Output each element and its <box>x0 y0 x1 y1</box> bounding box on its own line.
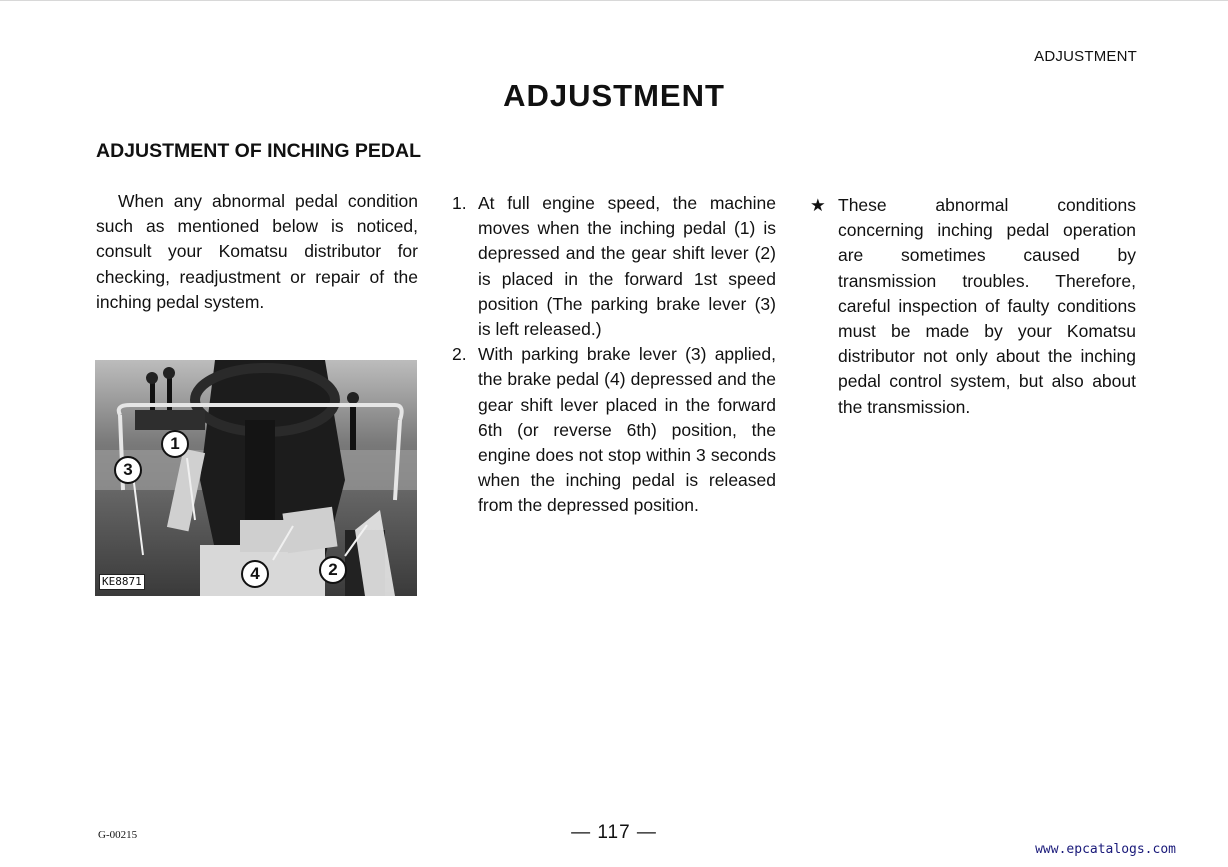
figure-photo <box>95 360 417 596</box>
steps-column <box>452 191 776 519</box>
step-item <box>452 342 776 518</box>
callout-2: 2 <box>319 556 347 584</box>
step-number: 1. <box>452 193 467 213</box>
step-number: 2. <box>452 344 467 365</box>
step-text: With parking brake lever (3) applied, the brake pedal (4) depressed and the gear shift lever placed in the forward 6th (or reverse 6th) position, the engine does not stop within 3 seconds when the inching pedal is released from the depressed position. <box>478 344 776 516</box>
section-heading: ADJUSTMENT OF INCHING PEDAL <box>96 140 422 162</box>
callout-3: 3 <box>114 456 142 484</box>
top-rule <box>0 0 1228 1</box>
page-number: — 117 — <box>571 822 657 843</box>
step-text: At full engine speed, the machine moves when the inching pedal (1) is depressed and the gear shift lever (2) is placed in the forward 1st speed position (The parking brake lever (3) is left released.) <box>478 193 776 340</box>
left-column <box>96 189 418 315</box>
note-text: These abnormal conditions concerning inching pedal operation are sometimes caused by transmission troubles. Therefore, careful inspection of faulty conditions must be made by your Komatsu distributor not only about the inching pedal control system, but also about the transmission. <box>838 195 1136 417</box>
intro-paragraph: When any abnormal pedal condition such as mentioned below is noticed, consult your Komatsu distributor for checking, readjustment or repair of the inching pedal system. <box>96 191 418 312</box>
watermark-url: www.epcatalogs.com <box>1035 842 1176 857</box>
document-code: G-00215 <box>98 829 138 841</box>
figure-code: KE8871 <box>99 574 145 590</box>
step-item <box>452 191 776 342</box>
page-title: ADJUSTMENT <box>503 78 725 113</box>
star-icon: ★ <box>810 195 826 215</box>
callout-1: 1 <box>161 430 189 458</box>
note-column <box>810 193 1136 420</box>
running-head: ADJUSTMENT <box>1034 48 1137 65</box>
callout-4: 4 <box>241 560 269 588</box>
